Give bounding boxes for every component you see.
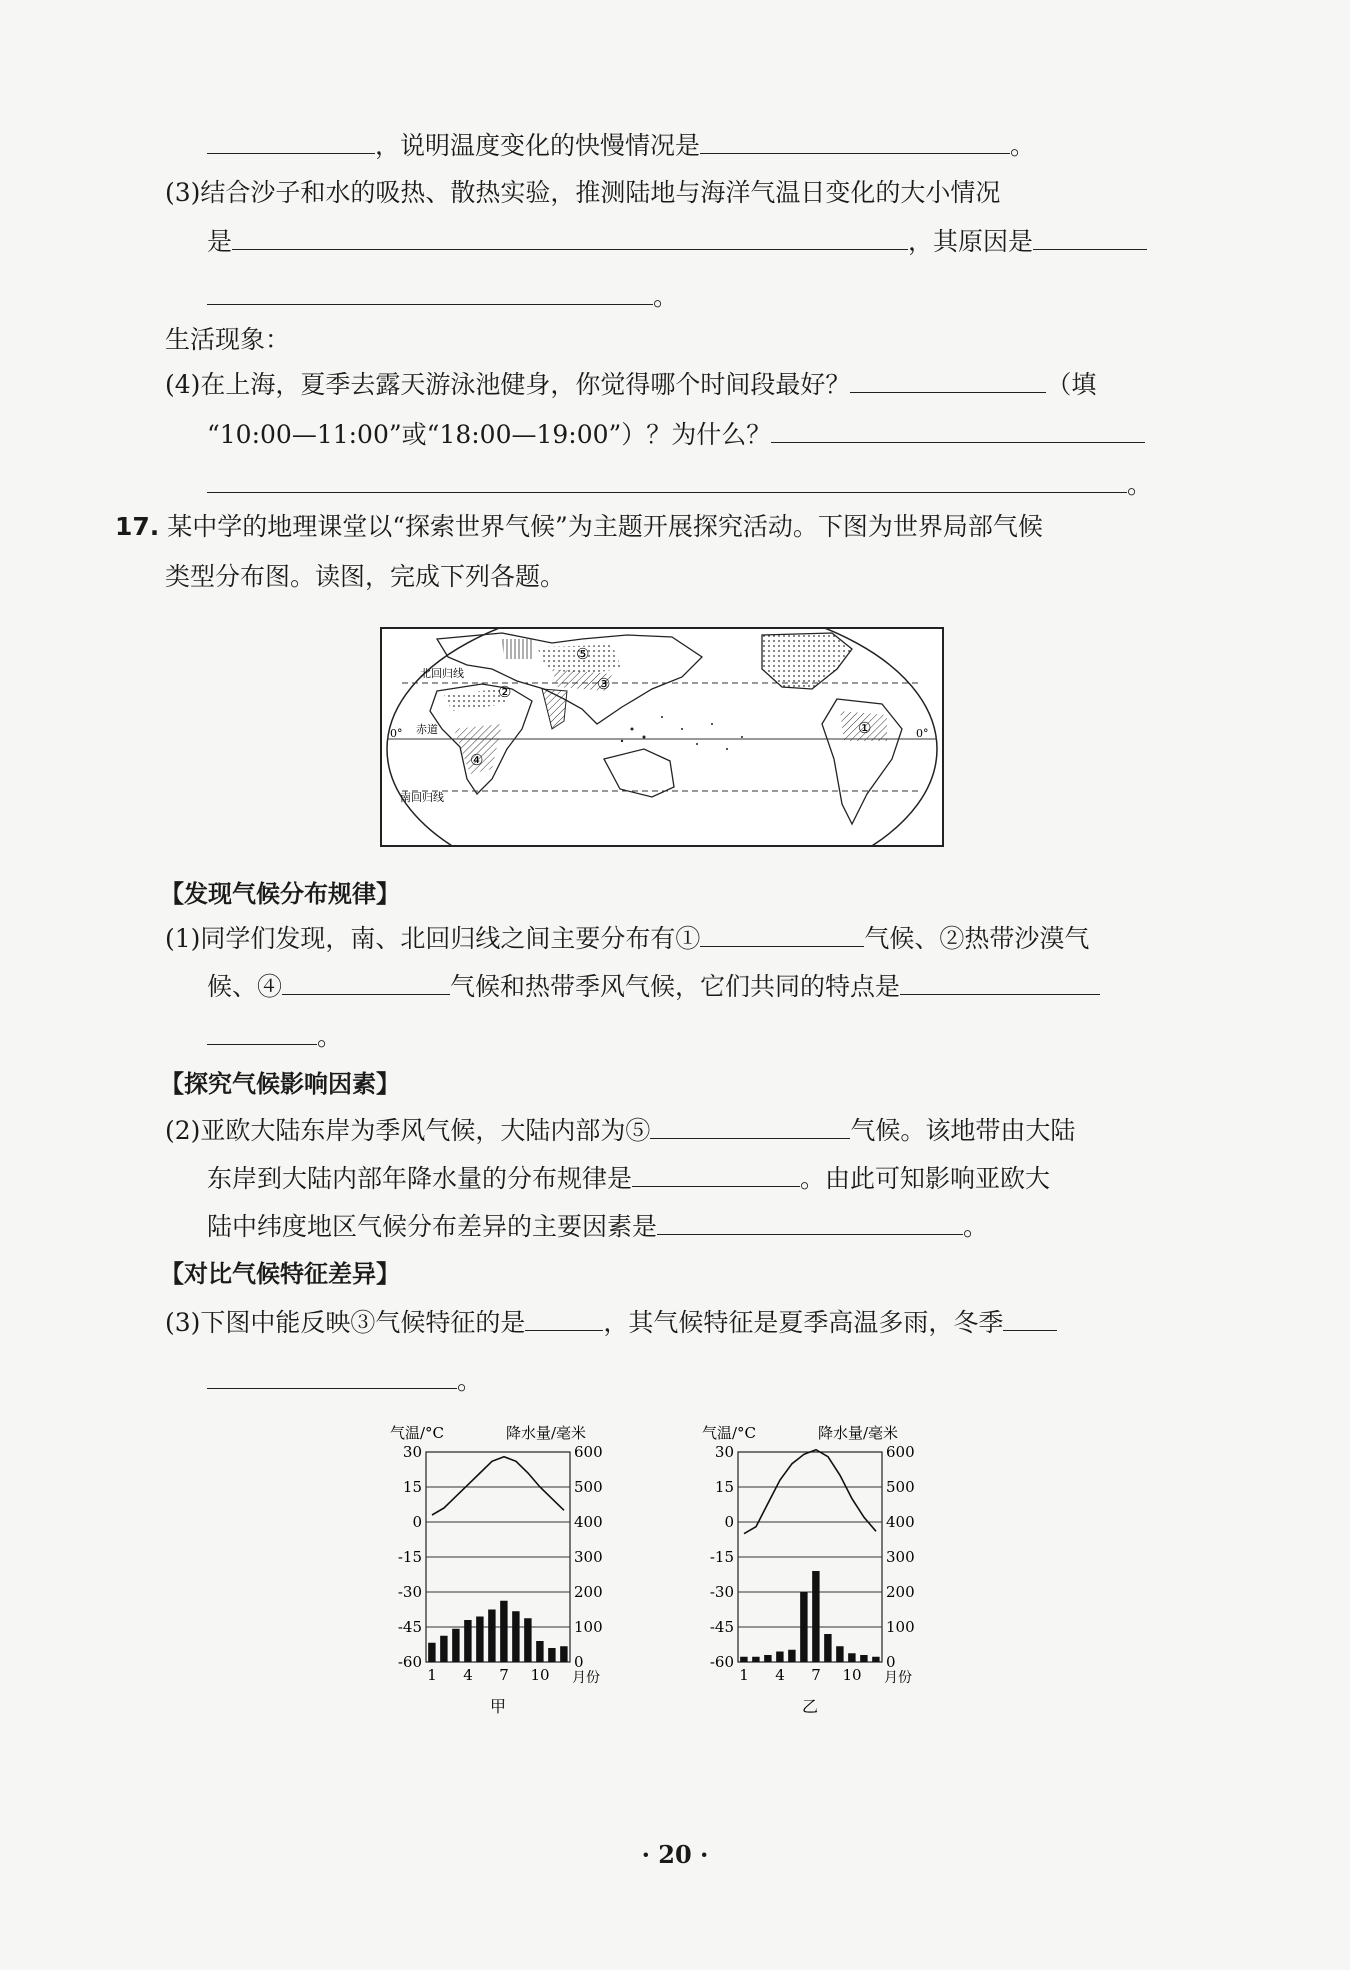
q17-part1-cont: 候、④ 气候和热带季风气候，它们共同的特点是 bbox=[207, 968, 1100, 1005]
temp-tick-label: -15 bbox=[397, 1548, 422, 1566]
precip-axis-title: 降水量/毫米 bbox=[506, 1424, 587, 1442]
q16-part4-cont: “10:00—11:00”或“18:00—19:00”）？为什么？ bbox=[207, 416, 1145, 453]
zero-right-label: 0° bbox=[916, 727, 929, 740]
answer-blank[interactable] bbox=[850, 366, 1046, 393]
q16-part3-answer: 是 ，其原因是 bbox=[207, 223, 1147, 260]
marker-1: ① bbox=[858, 719, 872, 737]
x-axis-title: 月份 bbox=[884, 1670, 912, 1686]
precip-bar bbox=[428, 1643, 435, 1662]
month-tick-label: 1 bbox=[739, 1666, 749, 1684]
precip-bar bbox=[440, 1636, 447, 1662]
precip-bar bbox=[848, 1653, 855, 1662]
precip-bar bbox=[560, 1646, 567, 1662]
q17-part1-cont2: 。 bbox=[207, 1018, 342, 1055]
zero-left-label: 0° bbox=[390, 727, 403, 740]
precip-bar bbox=[812, 1571, 819, 1662]
precip-tick-label: 200 bbox=[886, 1583, 915, 1601]
answer-blank[interactable] bbox=[1003, 1304, 1057, 1331]
temp-tick-label: -15 bbox=[709, 1548, 734, 1566]
page-number: · 20 · bbox=[641, 1840, 709, 1869]
answer-blank[interactable] bbox=[700, 127, 1010, 154]
precip-bar bbox=[500, 1601, 507, 1662]
precip-bar bbox=[524, 1618, 531, 1662]
temp-tick-label: 0 bbox=[412, 1513, 422, 1531]
q17-part1: (1)同学们发现，南、北回归线之间主要分布有① 气候、②热带沙漠气 bbox=[165, 920, 1089, 957]
answer-blank[interactable] bbox=[700, 920, 864, 947]
answer-blank[interactable] bbox=[900, 968, 1100, 995]
precip-bar bbox=[872, 1657, 879, 1662]
month-tick-label: 7 bbox=[499, 1666, 509, 1684]
precip-bar bbox=[764, 1655, 771, 1662]
precip-tick-label: 200 bbox=[574, 1583, 603, 1601]
precip-tick-label: 500 bbox=[574, 1478, 603, 1496]
answer-blank[interactable] bbox=[1033, 223, 1147, 250]
chart-caption: 乙 bbox=[801, 1697, 819, 1716]
temp-tick-label: 30 bbox=[714, 1443, 734, 1461]
temp-tick-label: 15 bbox=[402, 1478, 422, 1496]
precip-bar bbox=[800, 1592, 807, 1662]
temp-tick-label: -60 bbox=[397, 1653, 422, 1671]
answer-blank[interactable] bbox=[525, 1304, 603, 1331]
precip-tick-label: 100 bbox=[574, 1618, 603, 1636]
precip-bar bbox=[512, 1611, 519, 1662]
question-number: 17. bbox=[115, 512, 160, 541]
precip-tick-label: 400 bbox=[886, 1513, 915, 1531]
world-climate-map bbox=[380, 627, 944, 847]
precip-bar bbox=[836, 1646, 843, 1662]
europe-shading bbox=[502, 639, 534, 659]
section-heading-1: 【发现气候分布规律】 bbox=[160, 880, 400, 908]
marker-5: ⑤ bbox=[576, 645, 590, 663]
q17-part2-cont2: 陆中纬度地区气候分布差异的主要因素是 。 bbox=[207, 1208, 988, 1245]
map-svg bbox=[382, 629, 942, 845]
precip-bar bbox=[488, 1610, 495, 1663]
chart-caption: 甲 bbox=[489, 1697, 507, 1716]
temp-tick-label: 15 bbox=[714, 1478, 734, 1496]
precip-tick-label: 600 bbox=[886, 1443, 915, 1461]
precip-tick-label: 400 bbox=[574, 1513, 603, 1531]
temperature-line bbox=[432, 1457, 564, 1515]
q16-part3-label: (3)结合沙子和水的吸热、散热实验，推测陆地与海洋气温日变化的大小情况 bbox=[165, 178, 1001, 207]
temp-tick-label: -30 bbox=[397, 1583, 422, 1601]
answer-blank[interactable] bbox=[771, 416, 1145, 443]
precip-bar bbox=[860, 1655, 867, 1662]
precip-bar bbox=[548, 1648, 555, 1662]
answer-blank[interactable] bbox=[207, 1362, 457, 1389]
precip-tick-label: 0 bbox=[574, 1653, 584, 1671]
answer-blank[interactable] bbox=[207, 278, 653, 305]
precip-bar bbox=[788, 1650, 795, 1662]
precip-bar bbox=[740, 1657, 747, 1662]
precip-tick-label: 100 bbox=[886, 1618, 915, 1636]
temp-axis-title: 气温/°C bbox=[390, 1424, 445, 1442]
temp-tick-label: 30 bbox=[402, 1443, 422, 1461]
marker-2: ② bbox=[498, 683, 512, 701]
temp-tick-label: -60 bbox=[709, 1653, 734, 1671]
temp-tick-label: 0 bbox=[724, 1513, 734, 1531]
precip-tick-label: 0 bbox=[886, 1653, 896, 1671]
answer-blank[interactable] bbox=[207, 1018, 317, 1045]
precip-bar bbox=[452, 1629, 459, 1662]
month-tick-label: 7 bbox=[811, 1666, 821, 1684]
temp-tick-label: -30 bbox=[709, 1583, 734, 1601]
precip-axis-title: 降水量/毫米 bbox=[818, 1424, 899, 1442]
temperature-line bbox=[744, 1450, 876, 1534]
q17-part3-cont: 。 bbox=[207, 1362, 482, 1399]
q17-intro: 17. 某中学的地理课堂以“探索世界气候”为主题开展探究活动。下图为世界局部气候 bbox=[115, 512, 1043, 541]
answer-blank[interactable] bbox=[282, 968, 450, 995]
equator-label: 赤道 bbox=[416, 723, 438, 736]
q17-part2-cont: 东岸到大陆内部年降水量的分布规律是 。由此可知影响亚欧大 bbox=[207, 1160, 1050, 1197]
precip-tick-label: 300 bbox=[886, 1548, 915, 1566]
temp-axis-title: 气温/°C bbox=[702, 1424, 757, 1442]
month-tick-label: 4 bbox=[463, 1666, 473, 1684]
marker-3: ③ bbox=[597, 675, 611, 693]
precip-bar bbox=[824, 1634, 831, 1662]
q16-part4: (4)在上海，夏季去露天游泳池健身，你觉得哪个时间段最好？ （填 bbox=[165, 366, 1096, 403]
precip-bar bbox=[476, 1617, 483, 1663]
section-heading-2: 【探究气候影响因素】 bbox=[160, 1070, 400, 1098]
precip-bar bbox=[776, 1652, 783, 1663]
q16-part4-cont2: 。 bbox=[207, 466, 1152, 503]
month-tick-label: 1 bbox=[427, 1666, 437, 1684]
x-axis-title: 月份 bbox=[572, 1670, 600, 1686]
precip-bar bbox=[752, 1657, 759, 1662]
precip-bar bbox=[536, 1641, 543, 1662]
life-heading: 生活现象： bbox=[165, 325, 291, 354]
tropic-north-label: 北回归线 bbox=[420, 667, 464, 680]
answer-blank[interactable] bbox=[232, 223, 908, 250]
precip-bar bbox=[464, 1620, 471, 1662]
temp-tick-label: -45 bbox=[397, 1618, 422, 1636]
precip-tick-label: 500 bbox=[886, 1478, 915, 1496]
q17-intro-cont: 类型分布图。读图，完成下列各题。 bbox=[165, 562, 566, 591]
answer-blank[interactable] bbox=[207, 127, 375, 154]
month-tick-label: 10 bbox=[842, 1666, 862, 1684]
precip-tick-label: 300 bbox=[574, 1548, 603, 1566]
q16-line1: ，说明温度变化的快慢情况是 。 bbox=[207, 127, 1035, 164]
marker-4: ④ bbox=[470, 751, 484, 769]
precip-tick-label: 600 bbox=[574, 1443, 603, 1461]
month-tick-label: 4 bbox=[775, 1666, 785, 1684]
section-heading-3: 【对比气候特征差异】 bbox=[160, 1260, 400, 1288]
answer-blank[interactable] bbox=[207, 466, 1127, 493]
q16-part3-answer-cont: 。 bbox=[207, 278, 678, 315]
q17-part2: (2)亚欧大陆东岸为季风气候，大陆内部为⑤ 气候。该地带由大陆 bbox=[165, 1112, 1075, 1149]
answer-blank[interactable] bbox=[650, 1112, 850, 1139]
temp-tick-label: -45 bbox=[709, 1618, 734, 1636]
answer-blank[interactable] bbox=[632, 1160, 800, 1187]
q17-part3: (3)下图中能反映③气候特征的是 ，其气候特征是夏季高温多雨，冬季 bbox=[165, 1304, 1057, 1341]
climate-chart-jia bbox=[388, 1418, 628, 1718]
month-tick-label: 10 bbox=[530, 1666, 550, 1684]
answer-blank[interactable] bbox=[657, 1208, 963, 1235]
tropic-south-label: 南回归线 bbox=[400, 791, 444, 804]
climate-chart-yi bbox=[700, 1418, 940, 1718]
